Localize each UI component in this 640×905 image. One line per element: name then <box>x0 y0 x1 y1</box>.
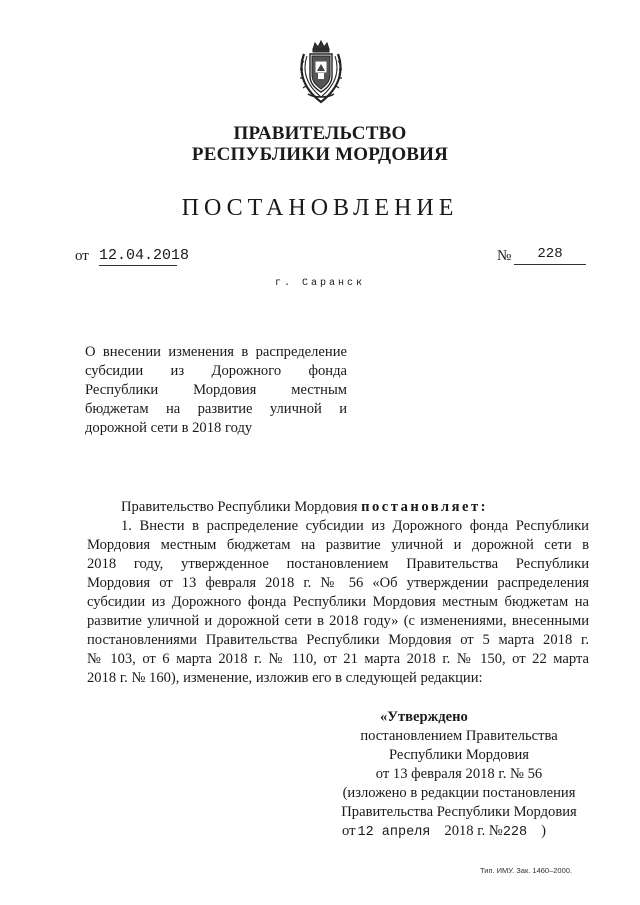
body-line: 2018 г. № 160), изменение, изложив его в следующей редакции: <box>87 670 483 686</box>
date-prefix: от <box>75 248 89 264</box>
approval-line: от 13 февраля 2018 г. № 56 <box>375 766 543 782</box>
body-line: 1. Внести в распределение субсидии из Дорожного фонда Республики <box>121 518 589 534</box>
coat-of-arms-emblem <box>298 40 344 106</box>
body-line: субсидии из Дорожного фонда Республики Мордовия местным бюджетам на <box>87 594 589 610</box>
subject-line: Республики Мордовия местным <box>85 382 347 398</box>
decree-word: постановляет: <box>361 499 489 515</box>
redaction-year: 2018 г. № <box>444 823 503 839</box>
subject-line: бюджетам на развитие уличной и <box>85 401 347 417</box>
document-number: 228 <box>514 244 586 265</box>
document-date: 12.04.2018 <box>99 247 190 264</box>
subject-line: субсидии из Дорожного фонда <box>85 363 347 379</box>
subject-line: О внесении изменения в распределение <box>85 344 347 360</box>
approval-line: Правительства Республики Мордовия <box>341 804 577 820</box>
subject-line: дорожной сети в 2018 году <box>85 420 253 436</box>
decree-body <box>87 498 589 688</box>
document-subject <box>85 343 347 438</box>
city-name: г. Саранск <box>274 278 365 289</box>
decree-intro: Правительство Республики Мордовия <box>121 499 358 515</box>
document-type-title: ПОСТАНОВЛЕНИЕ <box>181 195 459 221</box>
body-line: постановлениями Правительства Республики Мордовия от 5 марта 2018 г. <box>87 632 589 648</box>
redaction-prefix: от <box>342 823 356 839</box>
body-line: 2018 году, утвержденное постановлением Правительства Республики <box>87 556 589 572</box>
approval-line: постановлением Правительства <box>360 728 558 744</box>
decree-intro-line <box>87 498 589 517</box>
redaction-date-line <box>328 822 590 842</box>
body-line: Мордовия местным бюджетам на развитие уличной и дорожной сети в <box>87 537 589 553</box>
print-mark: Тип. ИМУ. Зак. 1460–2000. <box>480 866 573 875</box>
body-line: развитие уличной и дорожной сети в 2018 году» (с изменениями, внесенными <box>87 613 589 629</box>
redaction-number: 228 <box>502 825 528 840</box>
redaction-day-month: 12 апреля <box>357 825 431 840</box>
government-title-line2: РЕСПУБЛИКИ МОРДОВИЯ <box>191 144 449 165</box>
number-sign: № <box>497 248 512 264</box>
redaction-close: ) <box>541 823 546 839</box>
body-line: Мордовия от 13 февраля 2018 г. № 56 «Об утверждении распределения <box>87 575 589 591</box>
body-line: № 103, от 6 марта 2018 г. № 110, от 21 марта 2018 г. № 150, от 22 марта <box>87 651 589 667</box>
approval-heading: «Утверждено <box>380 709 468 725</box>
approval-stamp-block <box>328 708 590 842</box>
approval-line: Республики Мордовия <box>388 747 529 763</box>
government-title-line1: ПРАВИТЕЛЬСТВО <box>233 123 407 144</box>
approval-line: (изложено в редакции постановления <box>342 785 576 801</box>
